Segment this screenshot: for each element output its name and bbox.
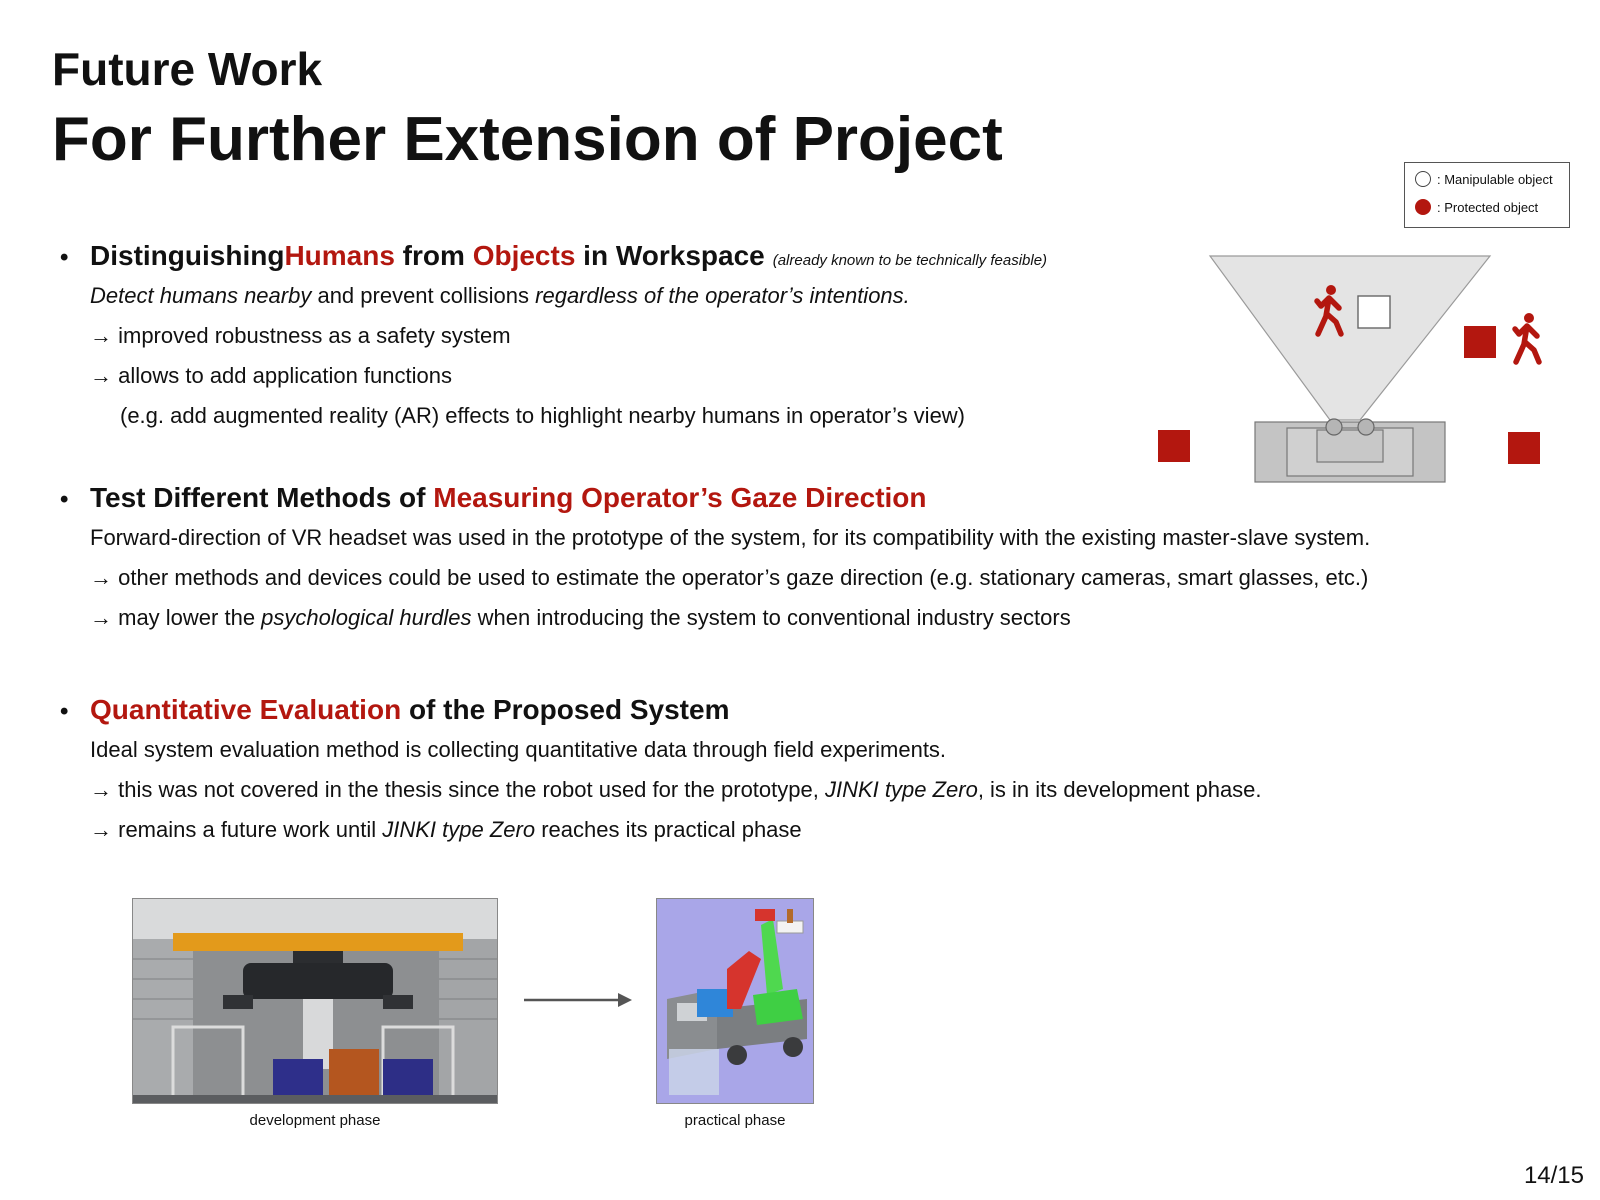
body-line: Ideal system evaluation method is collecting quantitative data through field experiments. [90, 737, 947, 762]
section-heading [60, 482, 1370, 514]
protected-object-square [1464, 326, 1496, 358]
robot-lab-illustration [133, 899, 498, 1104]
legend-item-manipulable [1415, 171, 1553, 187]
robot-truck-render [657, 899, 814, 1104]
development-phase-photo [132, 898, 498, 1104]
heading-highlight: Quantitative Evaluation [90, 694, 402, 725]
manipulable-object-square [1358, 296, 1390, 328]
development-phase-caption: development phase [249, 1112, 381, 1129]
heading-text: Test Different Methods of [90, 482, 434, 513]
workspace-diagram [1150, 240, 1560, 490]
vision-cone [1210, 256, 1490, 420]
bullet-icon: • [60, 244, 69, 271]
heading-highlight: Measuring Operator’s Gaze Direction [433, 482, 927, 513]
empty-circle-icon [1415, 171, 1431, 187]
heading-note: (already known to be technically feasible) [772, 252, 1048, 269]
heading-highlight: Objects [472, 240, 576, 271]
legend-label-protected: : Protected object [1437, 199, 1539, 215]
practical-phase-image [656, 898, 814, 1104]
protected-object-square [1508, 432, 1540, 464]
legend-item-protected [1415, 199, 1538, 215]
heading-text: in Workspace [575, 240, 765, 271]
body-line: → remains a future work until JINKI type Zero reaches its practical phase [90, 817, 802, 842]
heading-text: from [394, 240, 473, 271]
protected-object-square [1158, 430, 1190, 462]
legend-label-manipulable: : Manipulable object [1437, 171, 1553, 187]
section-quantitative-evaluation [60, 694, 1262, 850]
body-line: → other methods and devices could be used to estimate the operator’s gaze direction (e.g. stationary cameras, smart glasses, etc.) [90, 565, 1369, 590]
body-line: Forward-direction of VR headset was used in the prototype of the system, for its compatibility with the existing master-slave system. [90, 525, 1371, 550]
slide-title: For Further Extension of Project [52, 105, 1003, 174]
right-arrow-icon [524, 988, 634, 1012]
body-line: → may lower the psychological hurdles when introducing the system to conventional industry sectors [90, 605, 1071, 630]
practical-phase-caption: practical phase [684, 1112, 786, 1129]
section-human-detection [60, 240, 1047, 436]
section-heading [60, 240, 1047, 272]
bullet-icon: • [60, 698, 69, 725]
bullet-icon: • [60, 486, 69, 513]
body-line: → allows to add application functions [90, 363, 452, 388]
heading-highlight: Humans [284, 240, 395, 271]
body-line: Detect humans nearby and prevent collisions regardless of the operator’s intentions. [90, 283, 910, 308]
body-line: → improved robustness as a safety system [90, 323, 511, 348]
page-number: 14/15 [1523, 1162, 1584, 1189]
body-line: → this was not covered in the thesis since the robot used for the prototype, JINKI type Zero, is in its development phase. [90, 777, 1262, 802]
section-heading [60, 694, 1262, 726]
heading-text: Distinguishing [90, 240, 285, 271]
legend-box [1404, 162, 1570, 228]
filled-circle-icon [1415, 199, 1431, 215]
section-kicker: Future Work [52, 43, 323, 95]
body-line: (e.g. add augmented reality (AR) effects to highlight nearby humans in operator’s view) [120, 403, 966, 428]
walking-person-icon [1515, 313, 1539, 362]
heading-text: of the Proposed System [401, 694, 730, 725]
robot-topview [1255, 419, 1445, 482]
section-gaze-direction [60, 482, 1370, 638]
